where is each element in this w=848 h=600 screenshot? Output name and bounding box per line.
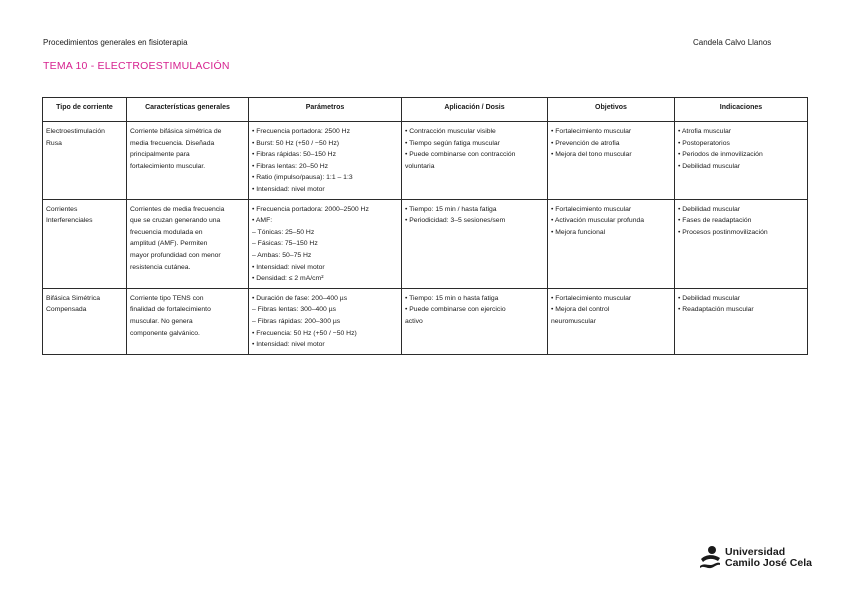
cell-line: frecuencia modulada en xyxy=(130,228,203,236)
cell-line: • AMF: xyxy=(252,217,273,225)
cell-line: • Atrofia muscular xyxy=(678,128,731,135)
cell-line: • Puede combinarse con contracción xyxy=(405,151,516,159)
cell-line: muscular. No genera xyxy=(130,317,193,325)
logo-line-2: Camilo José Cela xyxy=(725,557,812,569)
cell-line: • Fibras lentas: 20–50 Hz xyxy=(252,162,329,170)
cell-tipo xyxy=(43,199,127,288)
cell-line: • Fortalecimiento muscular xyxy=(551,205,632,213)
column-header-indicaciones: Indicaciones xyxy=(675,98,808,122)
cell-line: • Fortalecimiento muscular xyxy=(551,294,632,302)
cell-line: • Frecuencia: 50 Hz (+50 / −50 Hz) xyxy=(252,329,357,337)
cell-objetivos xyxy=(548,288,675,354)
author-name: Candela Calvo Llanos xyxy=(693,38,772,47)
cell-line: Rusa xyxy=(46,139,62,147)
cell-indicaciones xyxy=(675,122,808,200)
cell-line: • Frecuencia portadora: 2000–2500 Hz xyxy=(252,205,369,213)
cell-tipo xyxy=(43,122,127,200)
cell-line: Compensada xyxy=(46,306,87,314)
cell-line: – Fibras lentas: 300–400 µs xyxy=(252,306,337,314)
cell-line: – Fásicas: 75–150 Hz xyxy=(252,240,318,248)
cell-line: • Mejora del control xyxy=(551,306,610,314)
cell-aplicacion xyxy=(402,122,548,200)
cell-line: – Ambas: 50–75 Hz xyxy=(252,251,312,259)
cell-line: fortalecimiento muscular. xyxy=(130,162,206,170)
page-title: TEMA 10 - ELECTROESTIMULACIÓN xyxy=(43,60,230,72)
cell-line: • Postoperatorios xyxy=(678,139,730,147)
cell-line: • Intensidad: nivel motor xyxy=(252,185,325,193)
cell-line: Corriente bifásica simétrica de xyxy=(130,128,222,135)
column-header-objetivos: Objetivos xyxy=(548,98,675,122)
cell-line: • Contracción muscular visible xyxy=(405,128,496,135)
cell-line: • Prevención de atrofia xyxy=(551,139,620,147)
table-header-row xyxy=(43,98,808,122)
cell-line: Corrientes xyxy=(46,205,78,213)
university-logo xyxy=(698,545,810,571)
cell-aplicacion xyxy=(402,288,548,354)
cell-line: • Intensidad: nivel motor xyxy=(252,341,325,349)
cell-line: • Densidad: ≤ 2 mA/cm² xyxy=(252,275,324,283)
cell-line: Electroestimulación xyxy=(46,128,105,135)
cell-line: Bifásica Simétrica xyxy=(46,294,101,302)
column-header-tipo: Tipo de corriente xyxy=(43,98,127,122)
column-header-parametros: Parámetros xyxy=(249,98,402,122)
cell-line: • Periodicidad: 3–5 sesiones/sem xyxy=(405,217,506,225)
cell-line: • Duración de fase: 200–400 µs xyxy=(252,294,348,302)
cell-line: • Burst: 50 Hz (+50 / −50 Hz) xyxy=(252,139,339,147)
cell-indicaciones xyxy=(675,288,808,354)
cell-line: – Tónicas: 25–50 Hz xyxy=(252,228,315,236)
cell-aplicacion xyxy=(402,199,548,288)
cell-line: • Debilidad muscular xyxy=(678,294,741,302)
cell-line: • Puede combinarse con ejercicio xyxy=(405,306,506,314)
cell-parametros xyxy=(249,122,402,200)
cell-line: • Fases de readaptación xyxy=(678,217,752,225)
cell-line: mayor profundidad con menor xyxy=(130,251,221,259)
cell-parametros xyxy=(249,288,402,354)
cell-indicaciones xyxy=(675,199,808,288)
cell-line: Corriente tipo TENS con xyxy=(130,294,204,302)
cell-line: • Fibras rápidas: 50–150 Hz xyxy=(252,151,336,159)
cell-parametros xyxy=(249,199,402,288)
cell-objetivos xyxy=(548,199,675,288)
cell-line: neuromuscular xyxy=(551,317,596,325)
cell-line: voluntaria xyxy=(405,162,435,170)
column-header-aplicacion: Aplicación / Dosis xyxy=(402,98,548,122)
ucjc-logo-icon xyxy=(698,545,722,571)
electrostimulation-table xyxy=(42,97,808,355)
cell-line: • Fortalecimiento muscular xyxy=(551,128,632,135)
cell-line: – Fibras rápidas: 200–300 µs xyxy=(252,317,341,325)
document-subject: Procedimientos generales en fisioterapia xyxy=(43,38,188,47)
cell-line: • Ratio (impulso/pausa): 1:1 – 1:3 xyxy=(252,174,353,182)
logo-line-1: Universidad xyxy=(725,546,786,558)
cell-line: Corrientes de media frecuencia xyxy=(130,205,225,213)
cell-line: media frecuencia. Diseñada xyxy=(130,139,215,147)
cell-caracteristicas xyxy=(127,199,249,288)
cell-line: • Tiempo: 15 min o hasta fatiga xyxy=(405,294,499,302)
cell-line: • Periodos de inmovilización xyxy=(678,151,763,159)
cell-line: • Procesos postinmovilización xyxy=(678,228,768,236)
cell-line: Interferenciales xyxy=(46,217,93,225)
cell-line: principalmente para xyxy=(130,151,190,159)
cell-line: • Tiempo según fatiga muscular xyxy=(405,139,500,147)
table-row xyxy=(43,288,808,354)
cell-line: • Debilidad muscular xyxy=(678,162,741,170)
cell-line: • Frecuencia portadora: 2500 Hz xyxy=(252,128,350,135)
cell-line: que se cruzan generando una xyxy=(130,217,221,225)
cell-line: resistencia cutánea. xyxy=(130,263,191,271)
cell-objetivos xyxy=(548,122,675,200)
table-row xyxy=(43,122,808,200)
cell-line: finalidad de fortalecimiento xyxy=(130,306,211,314)
cell-line: • Readaptación muscular xyxy=(678,306,754,314)
cell-tipo xyxy=(43,288,127,354)
cell-line: componente galvánico. xyxy=(130,329,200,337)
cell-caracteristicas xyxy=(127,122,249,200)
cell-line: activo xyxy=(405,317,423,325)
cell-line: amplitud (AMF). Permiten xyxy=(130,240,208,248)
cell-line: • Mejora funcional xyxy=(551,228,606,236)
cell-caracteristicas xyxy=(127,288,249,354)
cell-line: • Debilidad muscular xyxy=(678,205,741,213)
column-header-caracteristicas: Características generales xyxy=(127,98,249,122)
table-row xyxy=(43,199,808,288)
cell-line: • Activación muscular profunda xyxy=(551,217,645,225)
cell-line: • Tiempo: 15 min / hasta fatiga xyxy=(405,205,497,213)
cell-line: • Intensidad: nivel motor xyxy=(252,263,325,271)
cell-line: • Mejora del tono muscular xyxy=(551,151,632,159)
